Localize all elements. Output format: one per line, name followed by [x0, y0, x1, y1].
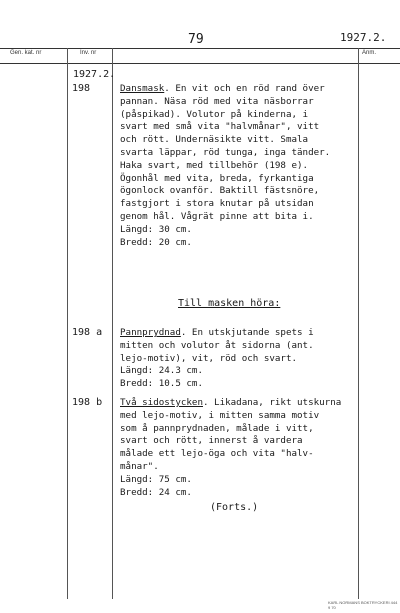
- entry-title: Två sidostycken: [120, 397, 203, 408]
- entry-line: svarta läppar, röd tunga, inga tänder.: [120, 146, 331, 158]
- entry-line: pannan. Näsa röd med vita näsborrar: [120, 95, 314, 107]
- entry-text: [120, 327, 356, 391]
- entry-text: [120, 83, 356, 249]
- entry-line: Ögonhål med vita, breda, fyrkantiga: [120, 172, 314, 184]
- entry-line: svart och rött, innerst å vardera: [120, 435, 303, 447]
- entry-line: svart med små vita "halvmånar", vitt: [120, 121, 320, 133]
- entry-line: Haka svart, med tillbehör (198 e).: [120, 159, 309, 171]
- entry-line: fastgjort i stora knutar på utsidan: [120, 198, 314, 210]
- page-number: 79: [188, 32, 204, 47]
- header-inv-nr: Inv. nr: [80, 50, 97, 56]
- entry-line: och rött. Undernäsikte vitt. Smala: [120, 134, 309, 146]
- entry-line: Bredd: 24 cm.: [120, 486, 192, 498]
- entry-line: (påspikad). Volutor på kinderna, i: [120, 108, 309, 120]
- column-divider: [112, 48, 113, 599]
- entry-text: [120, 397, 356, 499]
- entry-line: . Likadana, rikt utskurna: [202, 397, 342, 408]
- header-gen-kat-nr: Gen. kat. nr: [10, 50, 42, 56]
- entry-line: genom hål. Vågrät pinne att bita i.: [120, 210, 314, 222]
- entry-line: . En utskjutande spets i: [180, 327, 314, 338]
- entry-line: Längd: 75 cm.: [120, 473, 192, 485]
- entry-line: Längd: 30 cm.: [120, 223, 192, 235]
- entry-line: . En vit och en röd rand över: [164, 83, 325, 94]
- header-anm: Anm.: [362, 50, 377, 56]
- top-date: 1927.2.: [340, 31, 387, 44]
- entry-line: ögonlock ovanför. Baktill fästsnöre,: [120, 185, 320, 197]
- entry-title: Dansmask: [120, 83, 165, 94]
- entry-line: målade ett lejo-öga och vita "halv-: [120, 448, 314, 460]
- entry-line: mitten och volutor åt sidorna (ant.: [120, 339, 314, 351]
- entry-line: lejo-motiv), vit, röd och svart.: [120, 352, 298, 364]
- entry-line: som å pannprydnaden, målade i vitt,: [120, 422, 314, 434]
- continued-note: (Forts.): [210, 502, 259, 513]
- inv-number: 198 a: [72, 327, 103, 338]
- inv-number: 198: [72, 83, 91, 94]
- entry-date: 1927.2.: [73, 69, 116, 80]
- entry-line: Längd: 24.3 cm.: [120, 365, 203, 377]
- entry-line: Bredd: 20 cm.: [120, 236, 192, 248]
- inv-number: 198 b: [72, 397, 103, 408]
- entry-line: med lejo-motiv, i mitten samma motiv: [120, 409, 320, 421]
- column-header-row: [0, 48, 400, 64]
- column-divider: [67, 48, 68, 599]
- entry-line: månar".: [120, 460, 159, 472]
- column-divider: [358, 48, 359, 599]
- entry-line: Bredd: 10.5 cm.: [120, 378, 203, 390]
- entry-title: Pannprydnad: [120, 327, 181, 338]
- section-title: Till masken höra:: [178, 298, 281, 309]
- printer-code: KARL NORMANS BOKTRYCKERI 444 9 70: [328, 600, 398, 610]
